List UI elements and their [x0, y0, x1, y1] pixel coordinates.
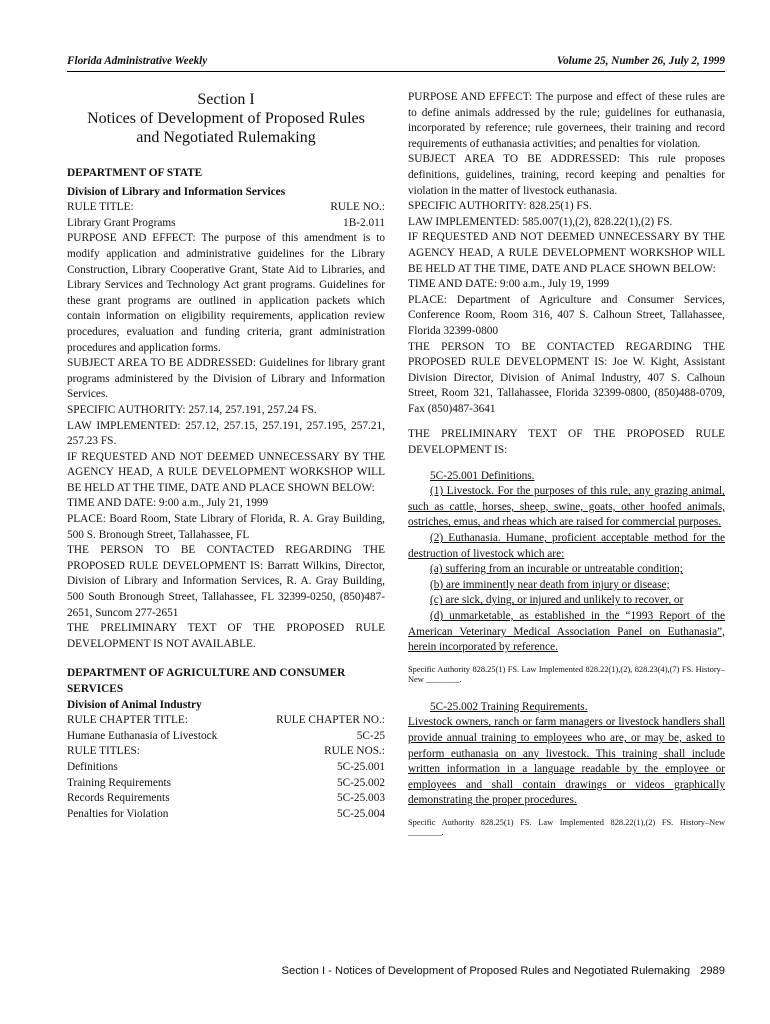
page-number: 2989	[700, 965, 725, 977]
rule-row-title: Training Requirements	[67, 776, 172, 789]
rule-row-no: 5C-25.003	[336, 792, 385, 805]
agri-time: TIME AND DATE: 9:00 a.m., July 19, 1999	[408, 278, 610, 291]
rule-002-heading	[408, 700, 725, 716]
rule-001-item-a	[408, 562, 725, 578]
journal-name: Florida Administrative Weekly	[67, 55, 208, 67]
rule-001-euthanasia-text: (2) Euthanasia. Humane, proficient acceptable method for the destruction of livestock which are:	[408, 532, 725, 560]
rule-row-title: Penalties for Violation	[67, 807, 169, 820]
state-time: TIME AND DATE: 9:00 a.m., July 21, 1999	[67, 497, 269, 510]
state-purpose: PURPOSE AND EFFECT: The purpose of this amendment is to modify application and administrative guidelines for the Library Construction, Library Cooperative Grant, State Aid to Libraries, and Library Services and Technology Act grant programs. Guidelines for these grant programs are outlined in application packets which contain information on eligibility requirements, application review procedures, evaluation and funding criteria, grant administration procedures and application forms.	[67, 232, 385, 354]
rule-row-title: Records Requirements	[67, 792, 170, 805]
dept-state-heading: DEPARTMENT OF STATE	[67, 167, 203, 179]
rule-title-value: Library Grant Programs	[67, 216, 176, 229]
section-title-line2: Notices of Development of Proposed Rules	[87, 110, 365, 127]
chapter-title-value: Humane Euthanasia of Livestock	[67, 729, 218, 742]
rule-row	[67, 760, 385, 776]
rule-001-item-c-text: (c) are sick, dying, or injured and unlikely to recover, or	[430, 594, 684, 607]
rule-001-history: Specific Authority 828.25(1) FS. Law Implemented 828.22(1),(2), 828.23(4),(7) FS. History–New ________.	[408, 664, 725, 685]
division-animal-heading: Division of Animal Industry	[67, 698, 202, 711]
left-column	[67, 90, 385, 822]
state-contact: THE PERSON TO BE CONTACTED REGARDING THE PROPOSED RULE DEVELOPMENT IS: Barratt Wilkins, Director, Division of Library and Information Services, R. A. Gray Building, 500 South Bronough Street, Tallahassee, FL 32399-0250, (850)487-2651, Suncom 277-2651	[67, 544, 385, 619]
rule-001-item-b-text: (b) are imminently near death from injury or disease;	[430, 578, 670, 591]
rule-002-history: Specific Authority 828.25(1) FS. Law Implemented 828.22(1),(2) FS. History–New ________.	[408, 817, 725, 838]
agri-subject: SUBJECT AREA TO BE ADDRESSED: This rule proposes definitions, guidelines, training, record keeping and penalties for violation in the matter of livestock euthanasia.	[408, 153, 725, 197]
rule-002-body	[408, 715, 725, 809]
rule-001-heading-text: 5C-25.001 Definitions.	[430, 469, 535, 482]
section-title-line1: Section I	[197, 91, 255, 108]
volume-info: Volume 25, Number 26, July 2, 1999	[556, 55, 725, 67]
rule-001-heading	[408, 469, 725, 485]
state-workshop: IF REQUESTED AND NOT DEEMED UNNECESSARY BY THE AGENCY HEAD, A RULE DEVELOPMENT WORKSHOP WILL BE HELD AT THE TIME, DATE AND PLACE SHOWN BELOW:	[67, 450, 385, 494]
state-place: PLACE: Board Room, State Library of Florida, R. A. Gray Building, 500 S. Bronough Street, Tallahassee, FL	[67, 513, 385, 541]
rule-row-no: 5C-25.001	[336, 760, 385, 773]
rule-row	[67, 791, 385, 807]
agri-authority: SPECIFIC AUTHORITY: 828.25(1) FS.	[408, 200, 592, 213]
rule-002-body-text: Livestock owners, ranch or farm managers or livestock handlers shall provide annual training to employees who are, or may be, asked to perform euthanasia on any livestock. This training shall include written information in a language readable by the employee or employees and shall contain drawings or videos graphically demonstrating the proper procedures.	[408, 716, 725, 807]
chapter-value-row	[67, 729, 385, 745]
agri-contact: THE PERSON TO BE CONTACTED REGARDING THE PROPOSED RULE DEVELOPMENT IS: Joe W. Kight, Assistant Division Director, Division of Animal Industry, 407 S. Calhoun Street, Room 321, Tallahassee, Florida 32399-0800, (850)488-0709, Fax (850)487-3641	[408, 340, 725, 415]
state-subject: SUBJECT AREA TO BE ADDRESSED: Guidelines for library grant programs administered by the Division of Library and Information Services.	[67, 357, 385, 401]
rule-001-livestock	[408, 484, 725, 531]
rule-row-title: Definitions	[67, 760, 118, 773]
rule-001-item-a-text: (a) suffering from an incurable or untreatable condition;	[430, 563, 683, 576]
rule-001-euthanasia	[408, 531, 725, 562]
rule-001-item-b	[408, 578, 725, 594]
footer-text: Section I - Notices of Development of Proposed Rules and Negotiated Rulemaking	[281, 965, 691, 977]
chapter-no-label: RULE CHAPTER NO.:	[276, 714, 385, 727]
rule-001-item-c	[408, 593, 725, 609]
agri-place: PLACE: Department of Agriculture and Consumer Services, Conference Room, Room 316, 407 S. Calhoun Street, Tallahassee, Florida 32399-0800	[408, 293, 725, 337]
state-authority: SPECIFIC AUTHORITY: 257.14, 257.191, 257.24 FS.	[67, 403, 317, 416]
rule-title-row	[67, 200, 385, 216]
section-title	[67, 90, 385, 147]
chapter-title-label: RULE CHAPTER TITLE:	[67, 714, 188, 727]
section-title-line3: and Negotiated Rulemaking	[136, 129, 316, 146]
agri-workshop: IF REQUESTED AND NOT DEEMED UNNECESSARY BY THE AGENCY HEAD, A RULE DEVELOPMENT WORKSHOP WILL BE HELD AT THE TIME, DATE AND PLACE SHOWN BELOW:	[408, 231, 725, 275]
rule-titles-label-row	[67, 744, 385, 760]
running-header	[67, 55, 725, 72]
state-law: LAW IMPLEMENTED: 257.12, 257.15, 257.191, 257.195, 257.21, 257.23 FS.	[67, 419, 385, 448]
division-library-heading: Division of Library and Information Services	[67, 185, 286, 198]
rule-002-heading-text: 5C-25.002 Training Requirements.	[430, 700, 588, 713]
chapter-no-value: 5C-25	[356, 729, 385, 742]
rule-title-label: RULE TITLE:	[67, 201, 134, 214]
rule-titles-label: RULE TITLES:	[67, 745, 140, 758]
right-column	[408, 90, 725, 839]
rule-row-no: 5C-25.002	[336, 776, 385, 789]
agri-law: LAW IMPLEMENTED: 585.007(1),(2), 828.22(1),(2) FS.	[408, 215, 673, 228]
rule-row	[67, 776, 385, 792]
rule-row-no: 5C-25.004	[336, 807, 385, 820]
rule-no-value: 1B-2.011	[343, 216, 385, 229]
chapter-label-row	[67, 713, 385, 729]
agri-purpose: PURPOSE AND EFFECT: The purpose and effect of these rules are to define animals addressed by the rule; guidelines for euthanasia, incorporated by reference; rule governees, their training and record requirements of euthanasia activities; and penalties for violation.	[408, 91, 725, 150]
rule-001-livestock-text: (1) Livestock. For the purposes of this rule, any grazing animal, such as cattle, horses, sheep, swine, goats, other hoofed animals, ostriches, emus, and rheas which are raised for commercial purposes.	[408, 485, 725, 529]
rule-title-value-row	[67, 216, 385, 232]
state-prelim: THE PRELIMINARY TEXT OF THE PROPOSED RULE DEVELOPMENT IS NOT AVAILABLE.	[67, 622, 385, 650]
dept-agri-heading: DEPARTMENT OF AGRICULTURE AND CONSUMER SERVICES	[67, 667, 346, 695]
agri-prelim: THE PRELIMINARY TEXT OF THE PROPOSED RULE DEVELOPMENT IS:	[408, 428, 725, 457]
page-footer	[67, 965, 725, 977]
rule-001-item-d-text: (d) unmarketable, as established in the “1993 Report of the American Veterinary Medical Association Panel on Euthanasia”, herein incorporated by reference.	[408, 610, 725, 654]
rule-nos-label: RULE NOS.:	[324, 745, 385, 758]
rule-row	[67, 807, 385, 823]
rule-no-label: RULE NO.:	[330, 201, 385, 214]
rule-001-item-d	[408, 609, 725, 656]
